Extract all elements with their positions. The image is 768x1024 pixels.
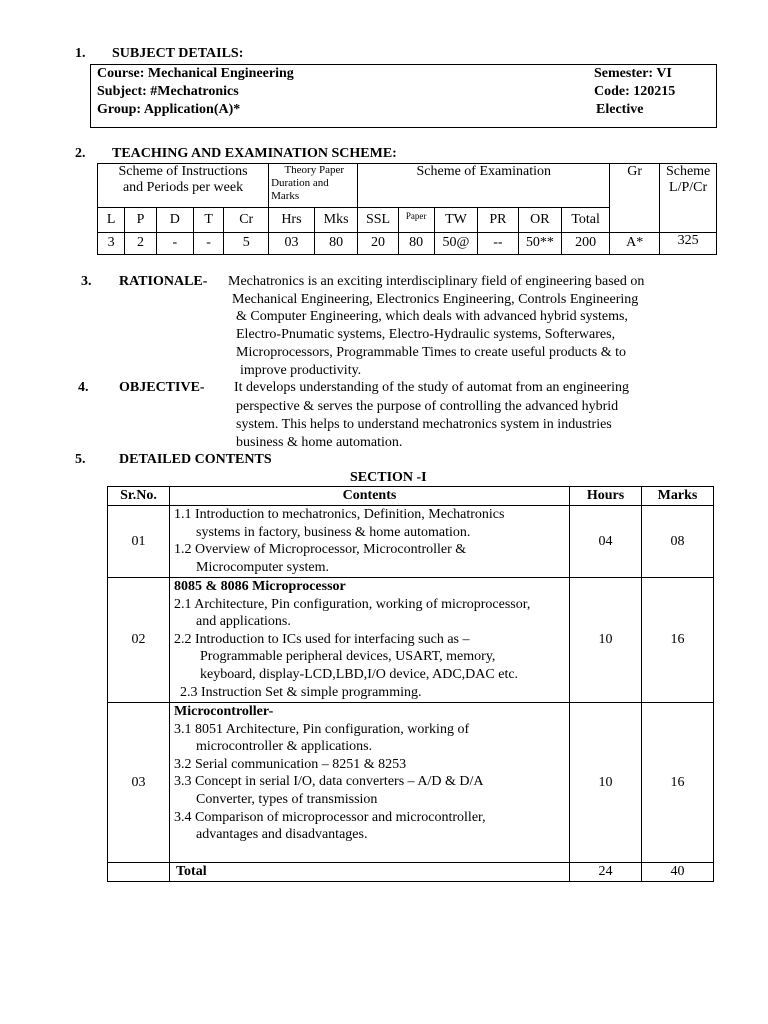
sr-no: 02 [108, 578, 170, 703]
rationale-line: Electro-Pnumatic systems, Electro-Hydraulic systems, Softerwares, [236, 327, 616, 342]
val-tw: 50@ [434, 232, 478, 254]
header-hours: Hours [570, 487, 642, 506]
content-line: Microcomputer system. [196, 559, 329, 575]
subject-name: Subject: #Mechatronics [97, 84, 239, 99]
teaching-scheme-table [97, 163, 717, 255]
subject-group: Group: Application(A)* [97, 102, 241, 117]
content-heading: 8085 & 8086 Microprocessor [174, 579, 346, 594]
val-hrs: 03 [269, 232, 315, 254]
col-ssl: SSL [358, 208, 398, 232]
val-scheme: 325 [660, 232, 717, 254]
marks: 16 [642, 578, 714, 703]
val-ssl: 20 [358, 232, 398, 254]
total-label: Total [170, 863, 570, 882]
header-scheme-lpcr: Scheme L/P/Cr [660, 164, 717, 233]
section-1-number: 1. [75, 46, 86, 61]
elective-label: Elective [596, 102, 644, 117]
section-i-title: SECTION -I [350, 470, 427, 485]
table-row [108, 578, 714, 703]
objective-line: business & home automation. [236, 435, 403, 450]
objective-label: OBJECTIVE- [119, 380, 205, 395]
rationale-line: Mechatronics is an exciting interdisciplinary field of engineering based on [228, 274, 645, 289]
col-l: L [98, 208, 125, 232]
content-line: 2.3 Instruction Set & simple programming. [180, 684, 422, 700]
col-t: T [193, 208, 224, 232]
val-mks: 80 [314, 232, 358, 254]
subject-details-box [90, 64, 717, 128]
hours: 04 [570, 506, 642, 578]
semester: Semester: VI [594, 66, 672, 81]
content-line: 3.3 Concept in serial I/O, data converters – A/D & D/A [174, 774, 484, 790]
col-total: Total [562, 208, 610, 232]
content-line: 2.2 Introduction to ICs used for interfacing such as – [174, 631, 470, 647]
val-cr: 5 [224, 232, 269, 254]
section-3-number: 3. [81, 274, 92, 289]
contents-cell [170, 506, 570, 578]
section-i-contents-table [107, 486, 714, 882]
header-theory-paper: Theory Paper Duration and Marks [269, 164, 358, 208]
objective-line: perspective & serves the purpose of controlling the advanced hybrid [236, 399, 619, 414]
val-paper: 80 [398, 232, 434, 254]
sr-no: 03 [108, 703, 170, 863]
val-pr: -- [478, 232, 518, 254]
content-line: 3.4 Comparison of microprocessor and microcontroller, [174, 809, 486, 825]
col-hrs: Hrs [269, 208, 315, 232]
col-d: D [156, 208, 193, 232]
section-2-number: 2. [75, 146, 86, 161]
rationale-line: & Computer Engineering, which deals with advanced hybrid systems, [236, 309, 628, 324]
section-1-title: SUBJECT DETAILS: [112, 46, 244, 61]
val-total: 200 [562, 232, 610, 254]
content-heading: Microcontroller- [174, 704, 274, 719]
val-p: 2 [125, 232, 157, 254]
rationale-line: Mechanical Engineering, Electronics Engineering, Controls Engineering [232, 292, 639, 307]
col-mks: Mks [314, 208, 358, 232]
content-line: Converter, types of transmission [196, 791, 378, 807]
content-line: 1.2 Overview of Microprocessor, Microcontroller & [174, 542, 467, 558]
section-4-number: 4. [78, 380, 89, 395]
table-row [108, 703, 714, 863]
header-contents: Contents [170, 487, 570, 506]
objective-line: It develops understanding of the study of automat from an engineering [234, 380, 630, 395]
sr-no: 01 [108, 506, 170, 578]
col-p: P [125, 208, 157, 232]
objective-line: system. This helps to understand mechatronics system in industries [236, 417, 612, 432]
header-marks: Marks [642, 487, 714, 506]
content-line: and applications. [196, 614, 291, 630]
col-cr: Cr [224, 208, 269, 232]
subject-code: Code: 120215 [594, 84, 676, 99]
val-d: - [156, 232, 193, 254]
table-row [108, 506, 714, 578]
total-hours: 24 [570, 863, 642, 882]
rationale-line: improve productivity. [240, 363, 362, 378]
header-gr: Gr [610, 164, 660, 233]
val-or: 50** [518, 232, 562, 254]
total-marks: 40 [642, 863, 714, 882]
contents-cell [170, 703, 570, 863]
col-pr: PR [478, 208, 518, 232]
content-line: 1.1 Introduction to mechatronics, Definition, Mechatronics [174, 507, 505, 522]
course-name: Course: Mechanical Engineering [97, 66, 294, 81]
content-line: keyboard, display-LCD,LBD,I/O device, ADC,DAC etc. [200, 666, 519, 682]
header-scheme-of-examination: Scheme of Examination [358, 164, 610, 208]
content-line: 3.2 Serial communication – 8251 & 8253 [174, 756, 407, 772]
section-5-number: 5. [75, 452, 86, 467]
content-line: 2.1 Architecture, Pin configuration, working of microprocessor, [174, 596, 531, 612]
content-line: 3.1 8051 Architecture, Pin configuration, working of [174, 721, 470, 737]
col-or: OR [518, 208, 562, 232]
header-sr-no: Sr.No. [108, 487, 170, 506]
total-row [108, 863, 714, 882]
marks: 08 [642, 506, 714, 578]
section-5-title: DETAILED CONTENTS [119, 452, 272, 467]
content-line: advantages and disadvantages. [196, 827, 368, 843]
section-2-title: TEACHING AND EXAMINATION SCHEME: [112, 146, 397, 161]
col-tw: TW [434, 208, 478, 232]
val-l: 3 [98, 232, 125, 254]
val-gr: A* [610, 232, 660, 254]
contents-cell [170, 578, 570, 703]
header-scheme-of-instructions: Scheme of Instructions and Periods per week [98, 164, 269, 208]
hours: 10 [570, 578, 642, 703]
marks: 16 [642, 703, 714, 863]
content-line: Programmable peripheral devices, USART, memory, [200, 649, 496, 665]
hours: 10 [570, 703, 642, 863]
val-t: - [193, 232, 224, 254]
col-paper: Paper [398, 208, 434, 232]
rationale-label: RATIONALE- [119, 274, 208, 289]
rationale-line: Microprocessors, Programmable Times to create useful products & to [236, 345, 626, 360]
content-line: systems in factory, business & home automation. [196, 524, 471, 540]
content-line: microcontroller & applications. [196, 739, 373, 755]
